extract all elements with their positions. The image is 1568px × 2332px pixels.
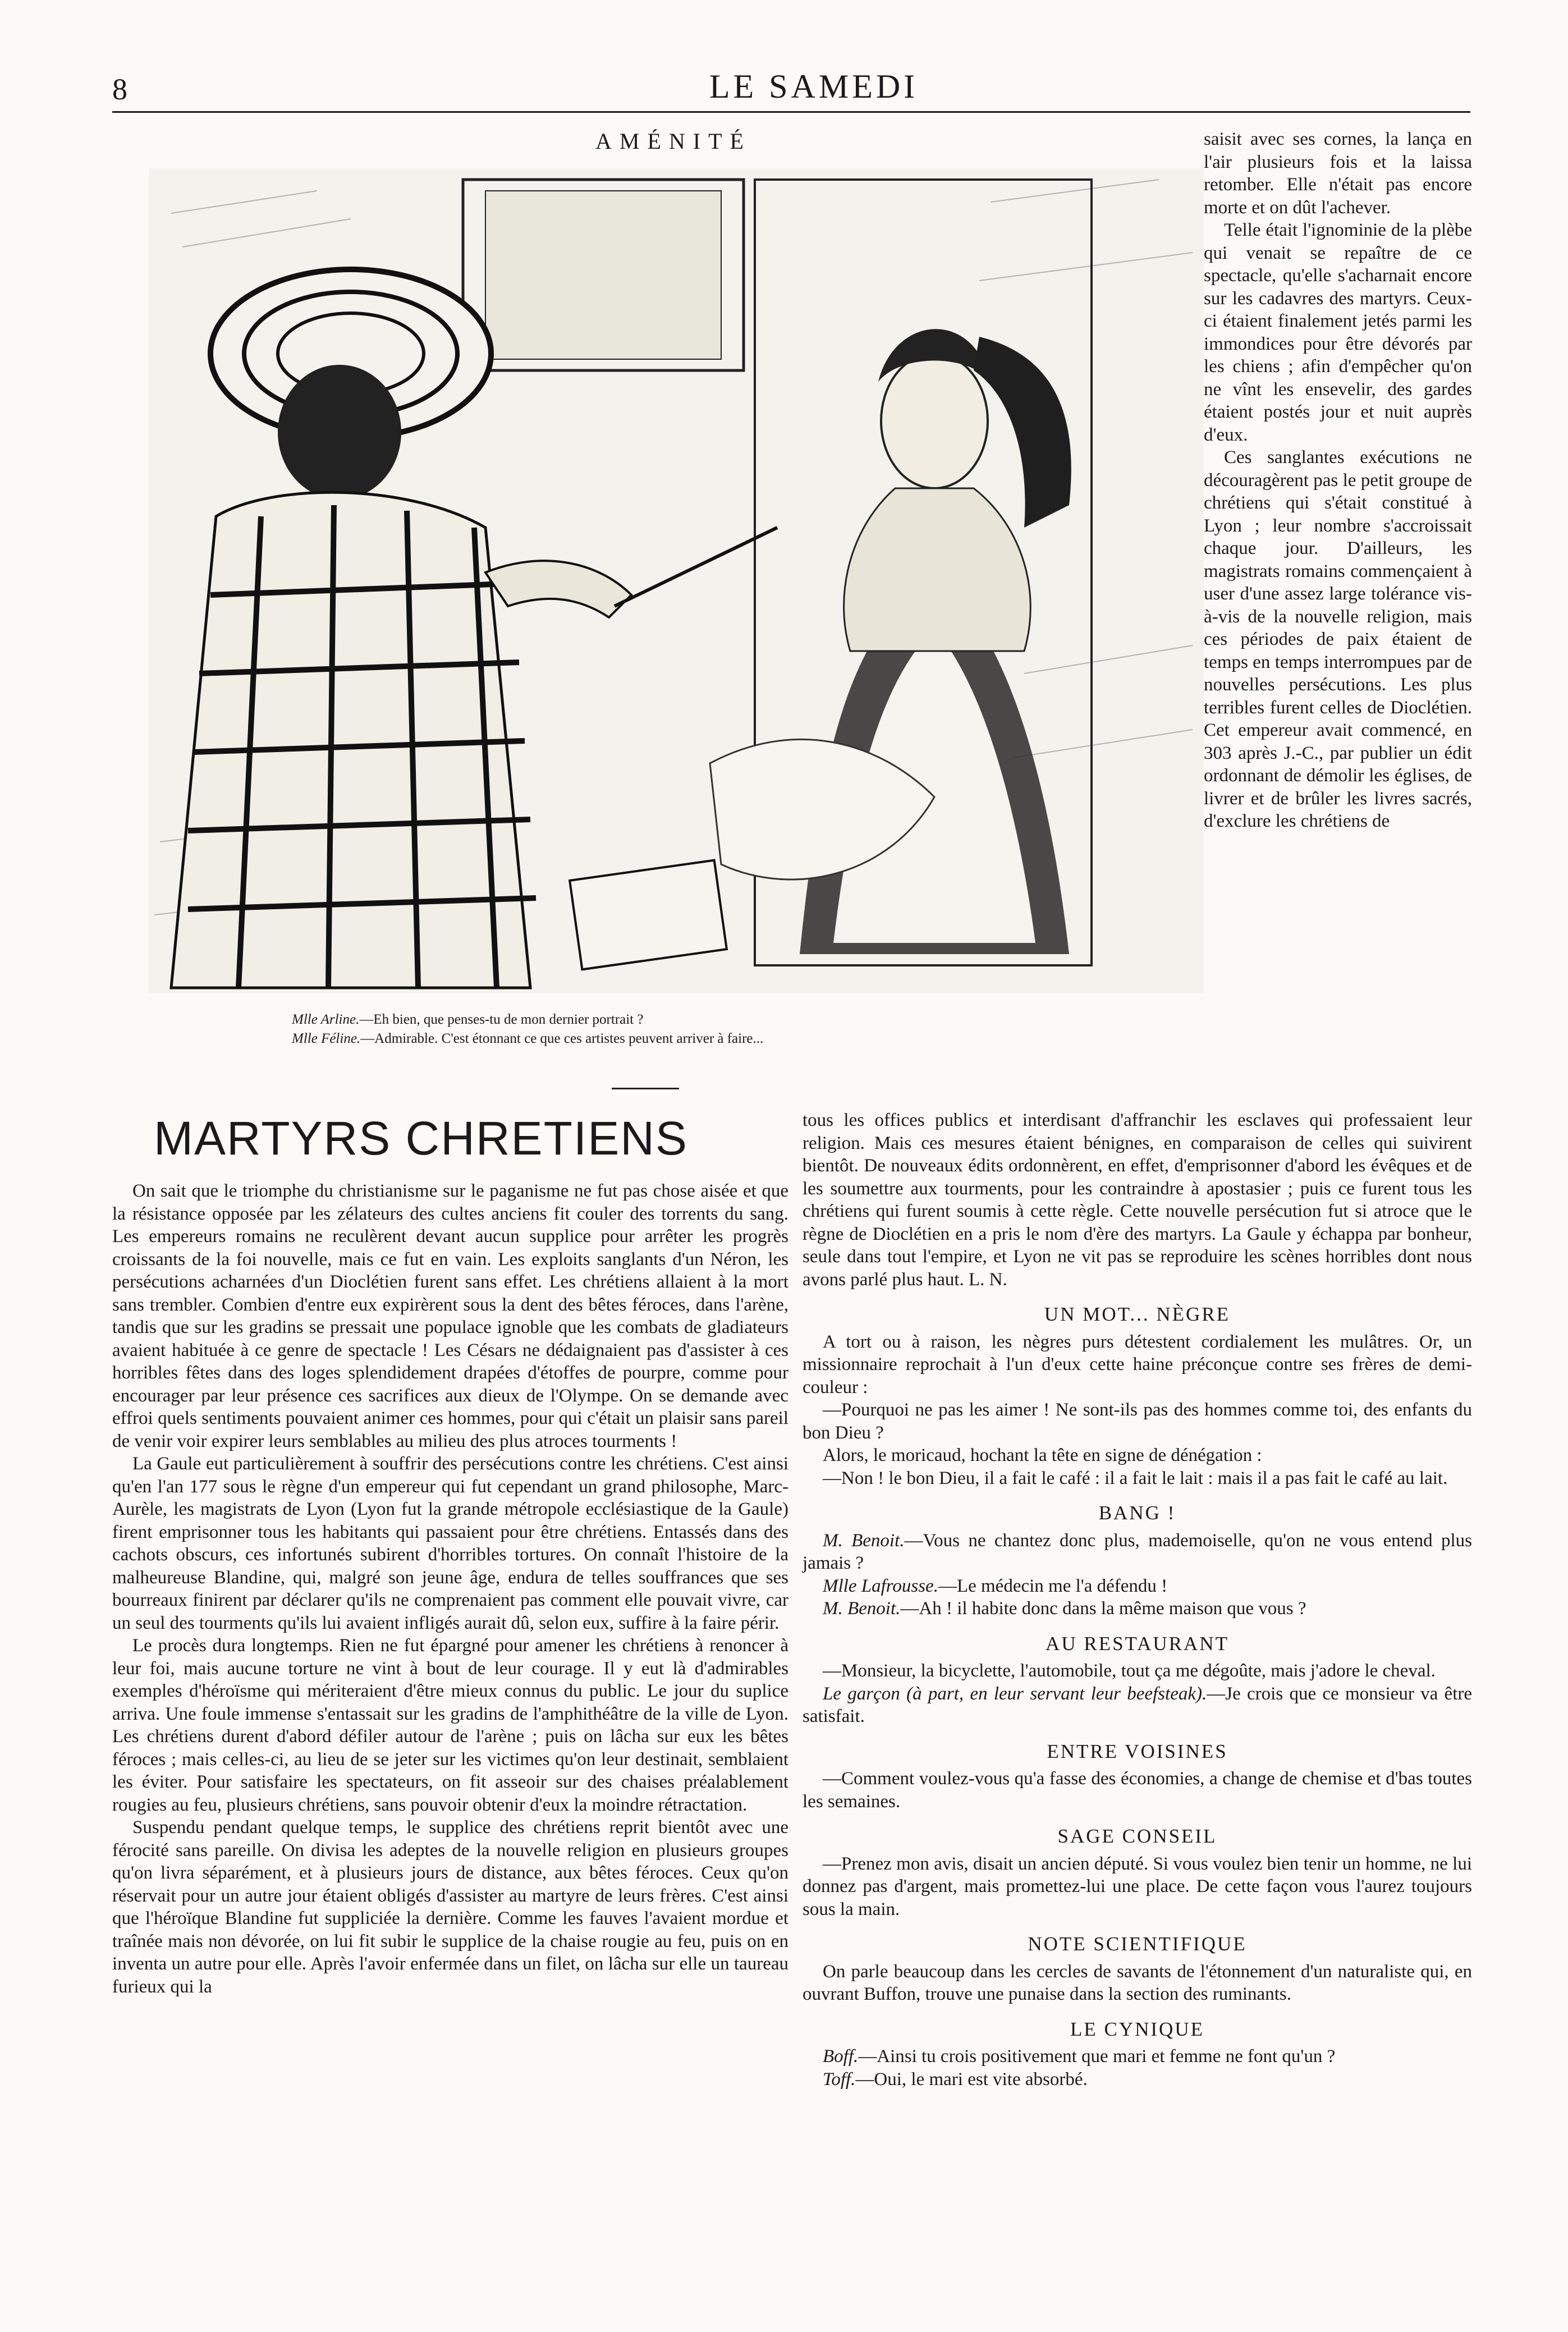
anecdote-paragraph: On parle beaucoup dans les cercles de savants de l'étonnement d'un naturaliste qui, en ouvrant Buffon, trouve une punaise dans la section des ruminants. (803, 1961, 1472, 2004)
illustration (149, 168, 1204, 993)
article-paragraph: La Gaule eut particulièrement à souffrir des persécutions contre les chrétiens. C'est ainsi qu'en l'an 177 sous le règne d'un empereur qui fut cependant un grand philosophe, Marc-Aurèle, les magistrats de Lyon (Lyon fut la grande métropole ecclésiastique de la Gaule) firent emprisonner tous les habitants qui passaient pour être chrétiens. Entassés dans des cachots obscurs, ces infortunés subirent d'horribles tortures. On connaît l'histoire de la malheureuse Blandine, qui, malgré son jeune âge, endura de telles souffrances que ses bourreaux finirent par déclarer qu'ils ne comprenaient pas comment elle pouvait vivre, car un seul des tourments qu'ils lui avaient infligés aurait dû, selon eux, suffire à la faire périr. (112, 1454, 788, 1633)
anecdote-paragraph: —Comment voulez-vous qu'a fasse des économies, a change de chemise et d'bas toutes les semaines. (803, 1769, 1472, 1812)
dialogue-text: —Je crois que ce monsieur va être satisfait. (803, 1683, 1473, 1726)
dialogue-text: —Vous ne chantez donc plus, mademoiselle, qu'on ne vous entend plus jamais ? (803, 1530, 1472, 1573)
caption-text-2: —Admirable. C'est étonnant ce que ces artistes peuvent arriver à faire... (360, 1031, 764, 1046)
caption-text-1: —Eh bien, que penses-tu de mon dernier portrait ? (359, 1012, 644, 1027)
page-number: 8 (112, 72, 127, 106)
caption-speaker-1: Mlle Arline. (292, 1012, 360, 1027)
section-title-un-mot-negre: UN MOT... NÈGRE (1044, 1303, 1231, 1325)
caption-line-1 (292, 1010, 1134, 1029)
dialogue-text: —Le médecin me l'a défendu ! (938, 1575, 1168, 1596)
illustration-title: AMÉNITÉ (595, 129, 751, 154)
article-continuation: tous les offices publics et interdisant d'affranchir les esclaves qui professaient leur religion. Mais ces mesures étaient bénignes, en comparaison de celles qui suivirent bientôt. De nouveaux édits ordonnèrent, en effet, d'emprisonner d'abord les évêques et de les soumettre aux tourments, pour les contraindre à apostasier ; puis ce furent tous les chrétiens qui furent soumis à cette règle. Cette nouvelle persécution fut si atroce que le règne de Dioclétien en a pris le nom d'ère des martyrs. La Gaule y échappa par bonheur, seule dans tout l'empire, et Lyon ne vit pas se reproduire les scènes horribles dont nous avons parlé plus haut. L. N. (803, 1110, 1472, 1290)
article-paragraph: saisit avec ses cornes, la lança en l'air plusieurs fois et la laissa retomber. Elle n'était pas encore morte et on dût l'achever. (1204, 129, 1472, 218)
section-title-bang: BANG ! (1098, 1502, 1176, 1524)
caption-rule (612, 1088, 679, 1089)
article-paragraph: Le procès dura longtemps. Rien ne fut épargné pour amener les chrétiens à renoncer à leur foi, mais aucune torture ne vint à bout de leur courage. Il y eut là d'admirables exemples d'héroïsme qui mériteraient d'être mieux connus du public. Le jour du suplice arriva. Une foule immense s'entassait sur les gradins de l'amphithéâtre de la ville de Lyon. Les chrétiens durent d'abord défiler autour de l'arène ; puis on lâcha sur eux les bêtes féroces ; mais celles-ci, au lieu de se jeter sur les victimes qu'on leur destinait, semblaient les éviter. Pour satisfaire les spectateurs, on fit asseoir sur des chaises préalablement rougies au feu, plusieurs chrétiens, sans pouvoir obtenir d'eux la moindre rétractation. (112, 1635, 788, 1815)
section-title-le-cynique: LE CYNIQUE (1070, 2018, 1204, 2040)
dialogue-speaker: Boff. (823, 2046, 859, 2067)
header-rule (112, 111, 1470, 113)
anecdote-paragraph: Alors, le moricaud, hochant la tête en signe de dénégation : (823, 1445, 1262, 1465)
article-right-wide-column (803, 1109, 1472, 2091)
section-title-note-scientifique: NOTE SCIENTIFIQUE (1028, 1933, 1247, 1955)
dialogue-line (803, 1529, 1472, 1575)
article-headline: MARTYRS CHRETIENS (154, 1112, 688, 1165)
masthead: LE SAMEDI (709, 68, 919, 105)
article-paragraph: Ces sanglantes exécutions ne découragèrent pas le petit groupe de chrétiens qui s'était constitué à Lyon ; leur nombre s'accroissait chaque jour. D'ailleurs, les magistrats romains commençaient à user d'une assez large tolérance vis-à-vis de la nouvelle religion, mais ces périodes de paix étaient de temps en temps interrompues par de nouvelles persécutions. Les plus terribles furent celles de Dioclétien. Cet empereur avait commencé, en 303 après J.-C., par publier un édit ordonnant de démolir les églises, de livrer et de brûler les livres sacrés, d'exclure les chrétiens de (1204, 447, 1472, 831)
caption-speaker-2: Mlle Féline. (292, 1031, 361, 1046)
dialogue-speaker: M. Benoit. (823, 1530, 905, 1551)
illustration-caption (292, 1010, 1134, 1048)
dialogue-line (803, 1597, 1472, 1620)
dialogue-line (803, 1575, 1472, 1598)
anecdote-paragraph: —Monsieur, la bicyclette, l'automobile, tout ça me dégoûte, mais j'adore le cheval. (823, 1661, 1436, 1681)
anecdote-paragraph: —Prenez mon avis, disait un ancien député. Si vous voulez bien tenir un homme, ne lui donnez pas d'argent, mais promettez-lui une place. De cette façon vous l'aurez toujours sous la main. (803, 1853, 1472, 1919)
article-left-column (112, 1180, 788, 1998)
anecdote-paragraph: —Pourquoi ne pas les aimer ! Ne sont-ils pas des hommes comme toi, des enfants du bon Dieu ? (803, 1400, 1472, 1443)
section-title-au-restaurant: AU RESTAURANT (1046, 1632, 1229, 1655)
dialogue-speaker: M. Benoit. (823, 1598, 901, 1619)
section-title-entre-voisines: ENTRE VOISINES (1047, 1740, 1228, 1762)
article-right-narrow-column (1204, 128, 1472, 833)
dialogue-line (803, 1683, 1472, 1728)
article-paragraph: Suspendu pendant quelque temps, le supplice des chrétiens reprit bientôt avec une férocité sans pareille. On divisa les adeptes de la nouvelle religion en plusieurs groupes qu'on livra séparément, et à plusieurs jours de distance, aux bêtes féroces. Ceux qu'on réservait pour un autre jour étaient obligés d'assister au martyre de leurs frères. C'est ainsi que l'héroïque Blandine fut suppliciée la dernière. Comme les fauves l'avaient mordue et traînée mais non dévorée, on lui fit subir le supplice de la chaise rougie au feu, puis on en inventa un autre pour elle. Après l'avoir enfermée dans un filet, on lâcha sur elle un taureau furieux qui la (112, 1817, 788, 1997)
dialogue-text: —Ah ! il habite donc dans la même maison que vous ? (900, 1598, 1306, 1619)
article-paragraph: Telle était l'ignominie de la plèbe qui venait se repaître de ce spectacle, qu'elle s'acharnait encore sur les cadavres des martyrs. Ceux-ci étaient finalement jetés parmi les immondices pour être dévorés par les chiens ; afin d'empêcher qu'on ne vînt les ensevelir, des gardes étaient postés jour et nuit auprès d'eux. (1204, 220, 1472, 445)
dialogue-text: —Oui, le mari est vite absorbé. (855, 2069, 1088, 2090)
dialogue-line (803, 2045, 1472, 2068)
anecdote-paragraph: —Non ! le bon Dieu, il a fait le café : il a fait le lait : mais il a pas fait le café au lait. (823, 1468, 1448, 1488)
caption-line-2 (292, 1029, 1134, 1048)
dialogue-text: —Ainsi tu crois positivement que mari et femme ne font qu'un ? (858, 2046, 1336, 2067)
article-paragraph: On sait que le triomphe du christianisme sur le paganisme ne fut pas chose aisée et que la résistance opposée par les zélateurs des cultes anciens fit couler des torrents du sang. Les empereurs romains ne reculèrent devant aucun supplice pour arrêter les progrès croissants de la foi nouvelle, mais ce fut en vain. Les exploits sanglants d'un Néron, les persécutions acharnées d'un Dioclétien furent sans effet. Les chrétiens allaient à la mort sans trembler. Combien d'entre eux expirèrent sous la dent des bêtes féroces, dans l'arène, tandis que sur les gradins se pressait une populace ignoble que les combats de gladiateurs avaient habituée à ce genre de spectacle ! Les Césars ne dédaignaient pas d'assister à ces horribles fêtes dans des loges splendidement drapées d'étoffes de pourpre, comme pour encourager par leur présence ces sacrifices aux dieux de l'Olympe. On se demande avec effroi quels sentiments pouvaient animer ces hommes, pour qui c'était un plaisir sans pareil de venir voir expirer leurs semblables au milieu des plus atroces tourments ! (112, 1181, 788, 1451)
dialogue-speaker: Toff. (823, 2069, 856, 2090)
dialogue-speaker: Le garçon (à part, en leur servant leur beefsteak). (823, 1683, 1207, 1704)
dialogue-speaker: Mlle Lafrousse. (823, 1575, 938, 1596)
dialogue-line (803, 2068, 1472, 2091)
section-title-sage-conseil: SAGE CONSEIL (1057, 1825, 1217, 1847)
anecdote-paragraph: A tort ou à raison, les nègres purs détestent cordialement les mulâtres. Or, un missionnaire reprochait à l'un d'eux cette haine préconçue contre ses frères de demi-couleur : (803, 1331, 1472, 1398)
